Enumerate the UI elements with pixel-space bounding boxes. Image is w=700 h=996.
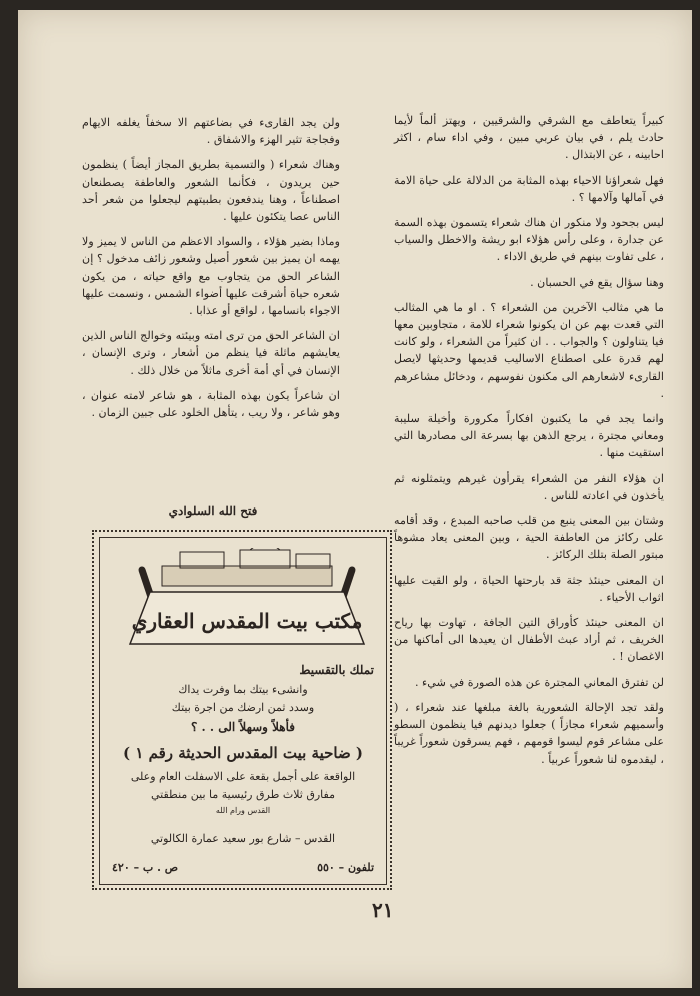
ad-suburb-title: ( ضاحية بيت المقدس الحديثة رقم ١ ) — [122, 744, 363, 762]
ad-line: وسدد ثمن ارضك من اجرة بيتك — [171, 701, 315, 714]
ad-line: الواقعة على أجمل بقعة على الاسفلت العام وعلى — [130, 770, 356, 783]
magazine-page — [18, 10, 692, 988]
article-right-column — [394, 112, 664, 776]
article-left-column — [82, 114, 340, 429]
paragraph: ليس بجحود ولا منكور ان هناك شعراء يتسمون بهذه السمة عن جدارة ، وعلى رأس هؤلاء ابو ريشة والاخطل والسياب ، على تفاوت بينهم في طريق الاداء . — [394, 216, 664, 264]
real-estate-office-logo — [122, 548, 372, 652]
paragraph: وماذا بضير هؤلاء ، والسواد الاعظم من الناس لا يميز ولا يهمه ان يميز بين شعور أصيل وشعور زائف مدخول ؟ إن الشاعر الحق من يتجاوب مع واقع حياته ، من يكون شعره حياة أشرقت عليها أضواء الشمس ، ونسمت عليها الاجواء بانسامها ، لواقع أو عذابا . — [82, 235, 340, 318]
ad-line: وانشىء بيتك بما وفرت يداك — [178, 683, 308, 696]
advertisement-box — [92, 530, 392, 890]
ad-contact-row — [112, 861, 374, 874]
ad-phone: تلفون – ٥٥٠ — [317, 861, 374, 874]
ad-pobox: ص . ب – ٤٢٠ — [112, 861, 179, 874]
paragraph: وشتان بين المعنى ينبع من قلب صاحبه المبدع ، وقد أقامه على ركائز من العاطفة الحية ، وبين المعنى يعاد مشوهاً مبتور الصلة بتلك الركائز . — [394, 514, 664, 562]
ad-line: فأهلاً وسهلاً الى . . ؟ — [190, 720, 296, 734]
paragraph: وانما يجد في ما يكتبون افكاراً مكرورة وأخيلة سليبة ومعاني مجترة ، يرجع الذهن بها بسرعة الى مصادرها التي استقيت منها . — [394, 412, 664, 460]
ad-headline: تملك بالتقسيط — [299, 663, 374, 677]
advertisement-inner-frame — [99, 537, 387, 885]
paragraph: وهناك شعراء ( والتسمية بطريق المجاز أيضاً ) ينظمون حين يريدون ، فكأنما الشعور والعاطفة يصطنعان اصطناعاً ، وهنا يندفعون بطبيتهم ليجعلوا من شعر أحد الناس عصا يتكئون عليها . — [82, 158, 340, 224]
paragraph: ما هي مثالب الآخرين من الشعراء ؟ . او ما هي المثالب التي قعدت بهم عن ان يكونوا شعراء للامة ، متجاوبين معها فيا يتناولون ؟ والجواب . . ان كثيراً من الشعراء ، ولو كانت لهم قدرة على اصطناع الاساليب قديمها وحديثها لايصل القارىء لاشعارهم الى مكنون نفوسهم ، ودخائل مشاعرهم . — [394, 300, 664, 400]
logo-dome-building — [240, 550, 290, 568]
paragraph: ان المعنى حينئذ جثة قد بارحتها الحياة ، ولو القيت عليها اثواب الأحياء . — [394, 573, 664, 604]
logo-text: مكتب بيت المقدس العقاري — [131, 609, 363, 633]
paragraph: ان شاعراً يكون بهذه المثابة ، هو شاعر لامته عنوان ، وهو شاعر ، ولا ريب ، يتأهل الخلود على جبين الزمان . — [82, 388, 340, 420]
author-signature: فتح الله السلوادي — [168, 504, 258, 518]
ad-line: مفارق ثلاث طرق رئيسية ما بين منطقتي — [151, 788, 335, 801]
paragraph: ولن يجد القارىء في بضاعتهم الا سخفاً يغلفه الايهام وفجاجة تثير الهزء والاشفاق . — [82, 116, 340, 147]
paragraph: كبيراً يتعاطف مع الشرقي والشرقيين ، ويهتز ألماً لأيما حادث يلم ، في بيان عربي مبين ، وفي اداء سام ، اكثر احابينه ، عن الابتذال . — [394, 114, 664, 162]
ad-address: القدس – شارع بور سعيد عمارة الكالوتي — [150, 832, 336, 845]
paragraph: ان هؤلاء النفر من الشعراء يقرأون غيرهم ويتمثلونه ثم يأخذون في اعادته للناس . — [394, 471, 664, 502]
paragraph: فهل شعراؤنا الاحياء بهذه المثابة من الدلالة على حياة الامة في آمالها وآلامها ؟ . — [394, 173, 664, 204]
paragraph: ان المعنى حينئذ كأوراق التين الجافة ، تهاوت بها رياح الخريف ، ثم أراد عبث الأطفال ان يعيدها الى أماكنها من الاغصان ! . — [394, 616, 664, 664]
paragraph: ولقد تجد الإحالة الشعورية بالغة مبلغها عند شعراء ، ( وأسميهم شعراء مجازاً ) جعلوا ديدنهم فيا ينظمون السطو على مشاعر قوم ليسوا قومهم ، فهم يسرقون شعوراً غريباً ، ليقدموه لنا شعوراً عربياً . — [394, 700, 664, 766]
paragraph: ان الشاعر الحق من ترى امته وبيئته وخوالج الناس الذين يعايشهم ماثلة فيا ينظم من أشعار ، وترى الإنسان ، الإنسان في أي أمة أخرى ماثلاً من خلال ذلك . — [82, 329, 340, 377]
ad-line: القدس ورام الله — [215, 806, 271, 815]
page-number: ٢١ — [372, 898, 394, 922]
paragraph: وهنا سؤال يقع في الحسبان . — [530, 275, 664, 289]
logo-building-roof — [162, 566, 332, 586]
paragraph: لن تفترق المعاني المجترة عن هذه الصورة في شيء . — [414, 675, 664, 689]
